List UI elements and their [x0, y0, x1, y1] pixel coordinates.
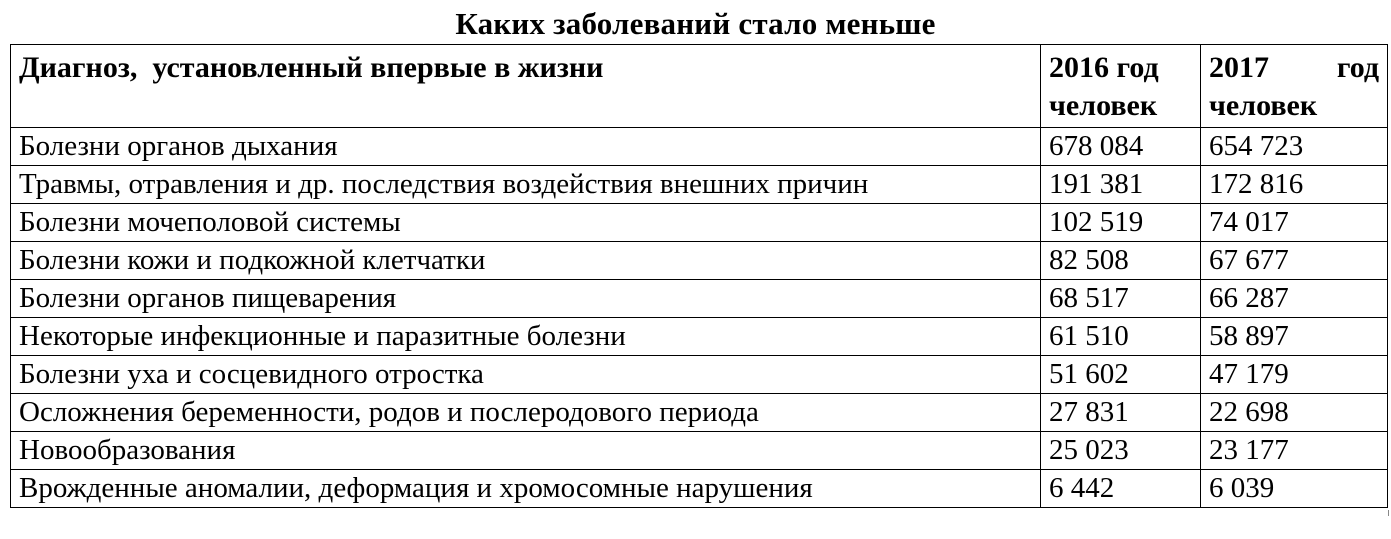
cell-2017: 47 179 [1201, 356, 1388, 394]
cell-2016: 102 519 [1041, 204, 1201, 242]
cell-2016: 68 517 [1041, 280, 1201, 318]
table-row [11, 280, 1388, 318]
header-2017-year [1209, 49, 1379, 87]
table-row [11, 318, 1388, 356]
cell-2017: 6 039 [1201, 470, 1388, 508]
cell-2016: 82 508 [1041, 242, 1201, 280]
cell-2017: 654 723 [1201, 128, 1388, 166]
cell-2017: 66 287 [1201, 280, 1388, 318]
table-row [11, 204, 1388, 242]
header-2017-word: год [1336, 51, 1379, 84]
cell-diagnosis: Болезни уха и сосцевидного отростка [11, 356, 1041, 394]
cell-diagnosis: Новообразования [11, 432, 1041, 470]
cell-2016: 6 442 [1041, 470, 1201, 508]
cell-diagnosis: Болезни мочеполовой системы [11, 204, 1041, 242]
table-row [11, 242, 1388, 280]
cell-diagnosis: Врожденные аномалии, деформация и хромосомные нарушения [11, 470, 1041, 508]
cell-2016: 61 510 [1041, 318, 1201, 356]
table-row [11, 432, 1388, 470]
page-edge-mark [1388, 510, 1389, 516]
cell-2017: 74 017 [1201, 204, 1388, 242]
header-2016-year: 2016 год [1049, 51, 1159, 84]
cell-diagnosis: Болезни кожи и подкожной клетчатки [11, 242, 1041, 280]
header-diagnosis [11, 45, 1041, 128]
disease-table [10, 44, 1388, 508]
cell-2016: 191 381 [1041, 166, 1201, 204]
header-2016-unit: человек [1049, 89, 1158, 122]
cell-2016: 25 023 [1041, 432, 1201, 470]
table-row [11, 394, 1388, 432]
table-row [11, 470, 1388, 508]
cell-2017: 172 816 [1201, 166, 1388, 204]
cell-2017: 22 698 [1201, 394, 1388, 432]
table-header-row [11, 45, 1388, 128]
header-2017-unit: человек [1209, 89, 1318, 122]
cell-diagnosis: Болезни органов пищеварения [11, 280, 1041, 318]
cell-2017: 67 677 [1201, 242, 1388, 280]
cell-diagnosis: Осложнения беременности, родов и послеродового периода [11, 394, 1041, 432]
cell-2017: 23 177 [1201, 432, 1388, 470]
cell-2017: 58 897 [1201, 318, 1388, 356]
page-title: Каких заболеваний стало меньше [455, 6, 936, 41]
table-row [11, 356, 1388, 394]
cell-diagnosis: Травмы, отравления и др. последствия воздействия внешних причин [11, 166, 1041, 204]
cell-diagnosis: Болезни органов дыхания [11, 128, 1041, 166]
cell-2016: 51 602 [1041, 356, 1201, 394]
header-diagnosis-label: Диагноз, установленный впервые в жизни [19, 51, 604, 84]
cell-2016: 678 084 [1041, 128, 1201, 166]
table-row [11, 166, 1388, 204]
cell-diagnosis: Некоторые инфекционные и паразитные болезни [11, 318, 1041, 356]
header-2016 [1041, 45, 1201, 128]
cell-2016: 27 831 [1041, 394, 1201, 432]
header-2017 [1201, 45, 1388, 128]
header-2017-number: 2017 [1209, 51, 1269, 84]
table-row [11, 128, 1388, 166]
